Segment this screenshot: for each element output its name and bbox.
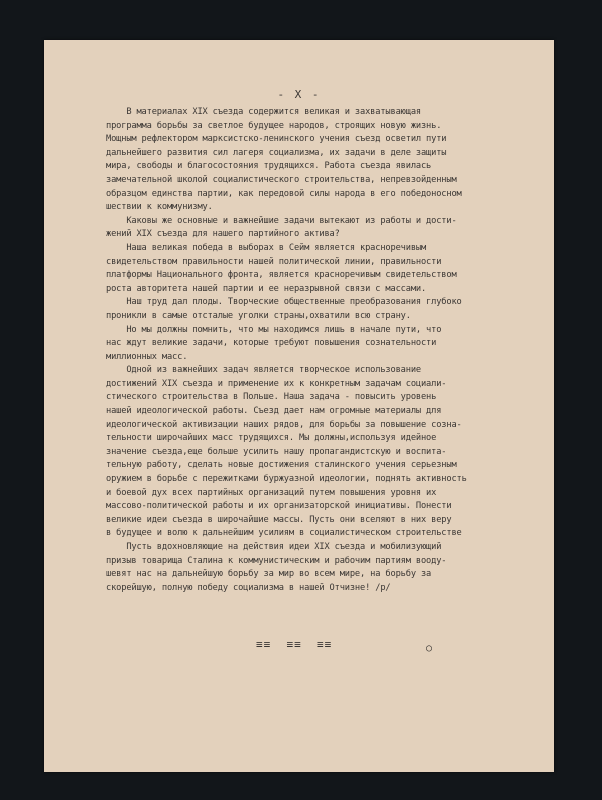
page-number: - X -	[277, 88, 321, 101]
text-line: массово-политической работы и их организаторской инициативы. Понести	[106, 501, 452, 512]
text-line: и боевой дух всех партийных организаций путем повышения уровня их	[106, 487, 437, 498]
document-body	[106, 106, 542, 595]
text-line: Мощным рефлектором марксистско-ленинского учения съезд осветил пути	[106, 134, 447, 145]
text-line: платформы Национального фронта, является красноречивым свидетельством	[106, 270, 457, 281]
text-line: в будущее и волю к дальнейшим усилиям в социалистическом строительстве	[106, 528, 462, 539]
document-page	[44, 40, 554, 772]
text-line: достижений XIX съезда и применение их к конкретным задачам социали-	[106, 378, 447, 389]
text-line: жений XIX съезда для нашего партийного актива?	[106, 229, 340, 240]
text-line: шествии к коммунизму.	[106, 202, 213, 213]
text-line: Пусть вдохновляющие на действия идеи XIX съезда и мобилизующий	[106, 542, 442, 552]
text-line: роста авторитета нашей партии и ее неразрывной связи с массами.	[106, 283, 427, 294]
text-line: призыв товарища Сталина к коммунистическим и рабочим партиям вооду-	[106, 555, 447, 566]
text-line: скорейшую, полную победу социализма в нашей Отчизне! /р/	[106, 582, 391, 593]
text-line: оружием в борьбе с пережитками буржуазной идеологии, поднять активность	[106, 474, 467, 485]
text-line: великие идеи съезда в широчайшие массы. Пусть они вселяют в них веру	[106, 514, 452, 525]
text-line: образцом единства партии, как передовой силы народа в его победоносном	[106, 188, 462, 199]
text-line: тельную работу, сделать новые достижения сталинского учения серьезным	[106, 460, 457, 471]
text-line: Одной из важнейших задач является творческое использование	[106, 365, 421, 376]
text-line: замечательной школой социалистического строительства, непревзойденным	[106, 174, 457, 185]
text-line: Каковы же основные и важнейшие задачи вытекают из работы и дости-	[106, 215, 457, 226]
text-line: значение съезда,еще больше усилить нашу пропагандистскую и воспита-	[106, 446, 447, 457]
text-line: программа борьбы за светлое будущее народов, строящих новую жизнь.	[106, 120, 442, 131]
text-line: нашей идеологической работы. Съезд дает нам огромные материалы для	[106, 406, 442, 417]
text-line: миллионных масс.	[106, 351, 188, 362]
text-line: шевят нас на дальнейшую борьбу за мир во всем мире, на борьбу за	[106, 569, 432, 580]
text-line: нас ждут великие задачи, которые требуют повышения сознательности	[106, 338, 437, 349]
text-line: дальнейшего развития сил лагеря социализма, их задачи в деле защиты	[106, 147, 447, 158]
text-line: проникли в самые отсталые уголки страны,охватили всю страну.	[106, 310, 411, 321]
text-line: Но мы должны помнить, что мы находимся лишь в начале пути, что	[106, 324, 442, 335]
text-line: Наша великая победа в выборах в Сейм является красноречивым	[106, 242, 427, 253]
text-line: Наш труд дал плоды. Творческие общественные преобразования глубоко	[106, 297, 462, 308]
text-line: мира, свободы и благосостояния трудящихся. Работа съезда явилась	[106, 161, 432, 172]
section-separator: ≡≡ ≡≡ ≡≡	[256, 638, 333, 651]
text-line: стического строительства в Польше. Наша задача - повысить уровень	[106, 392, 437, 403]
text-line: идеологической активизации наших рядов, для борьбы за повышение созна-	[106, 419, 462, 430]
text-line: тельности широчайших масс трудящихся. Мы должны,используя идейное	[106, 433, 437, 444]
text-line: В материалах XIX съезда содержится великая и захватывающая	[106, 107, 421, 117]
end-mark: ○	[426, 643, 433, 654]
text-line: свидетельством правильности нашей политической линии, правильности	[106, 256, 442, 267]
